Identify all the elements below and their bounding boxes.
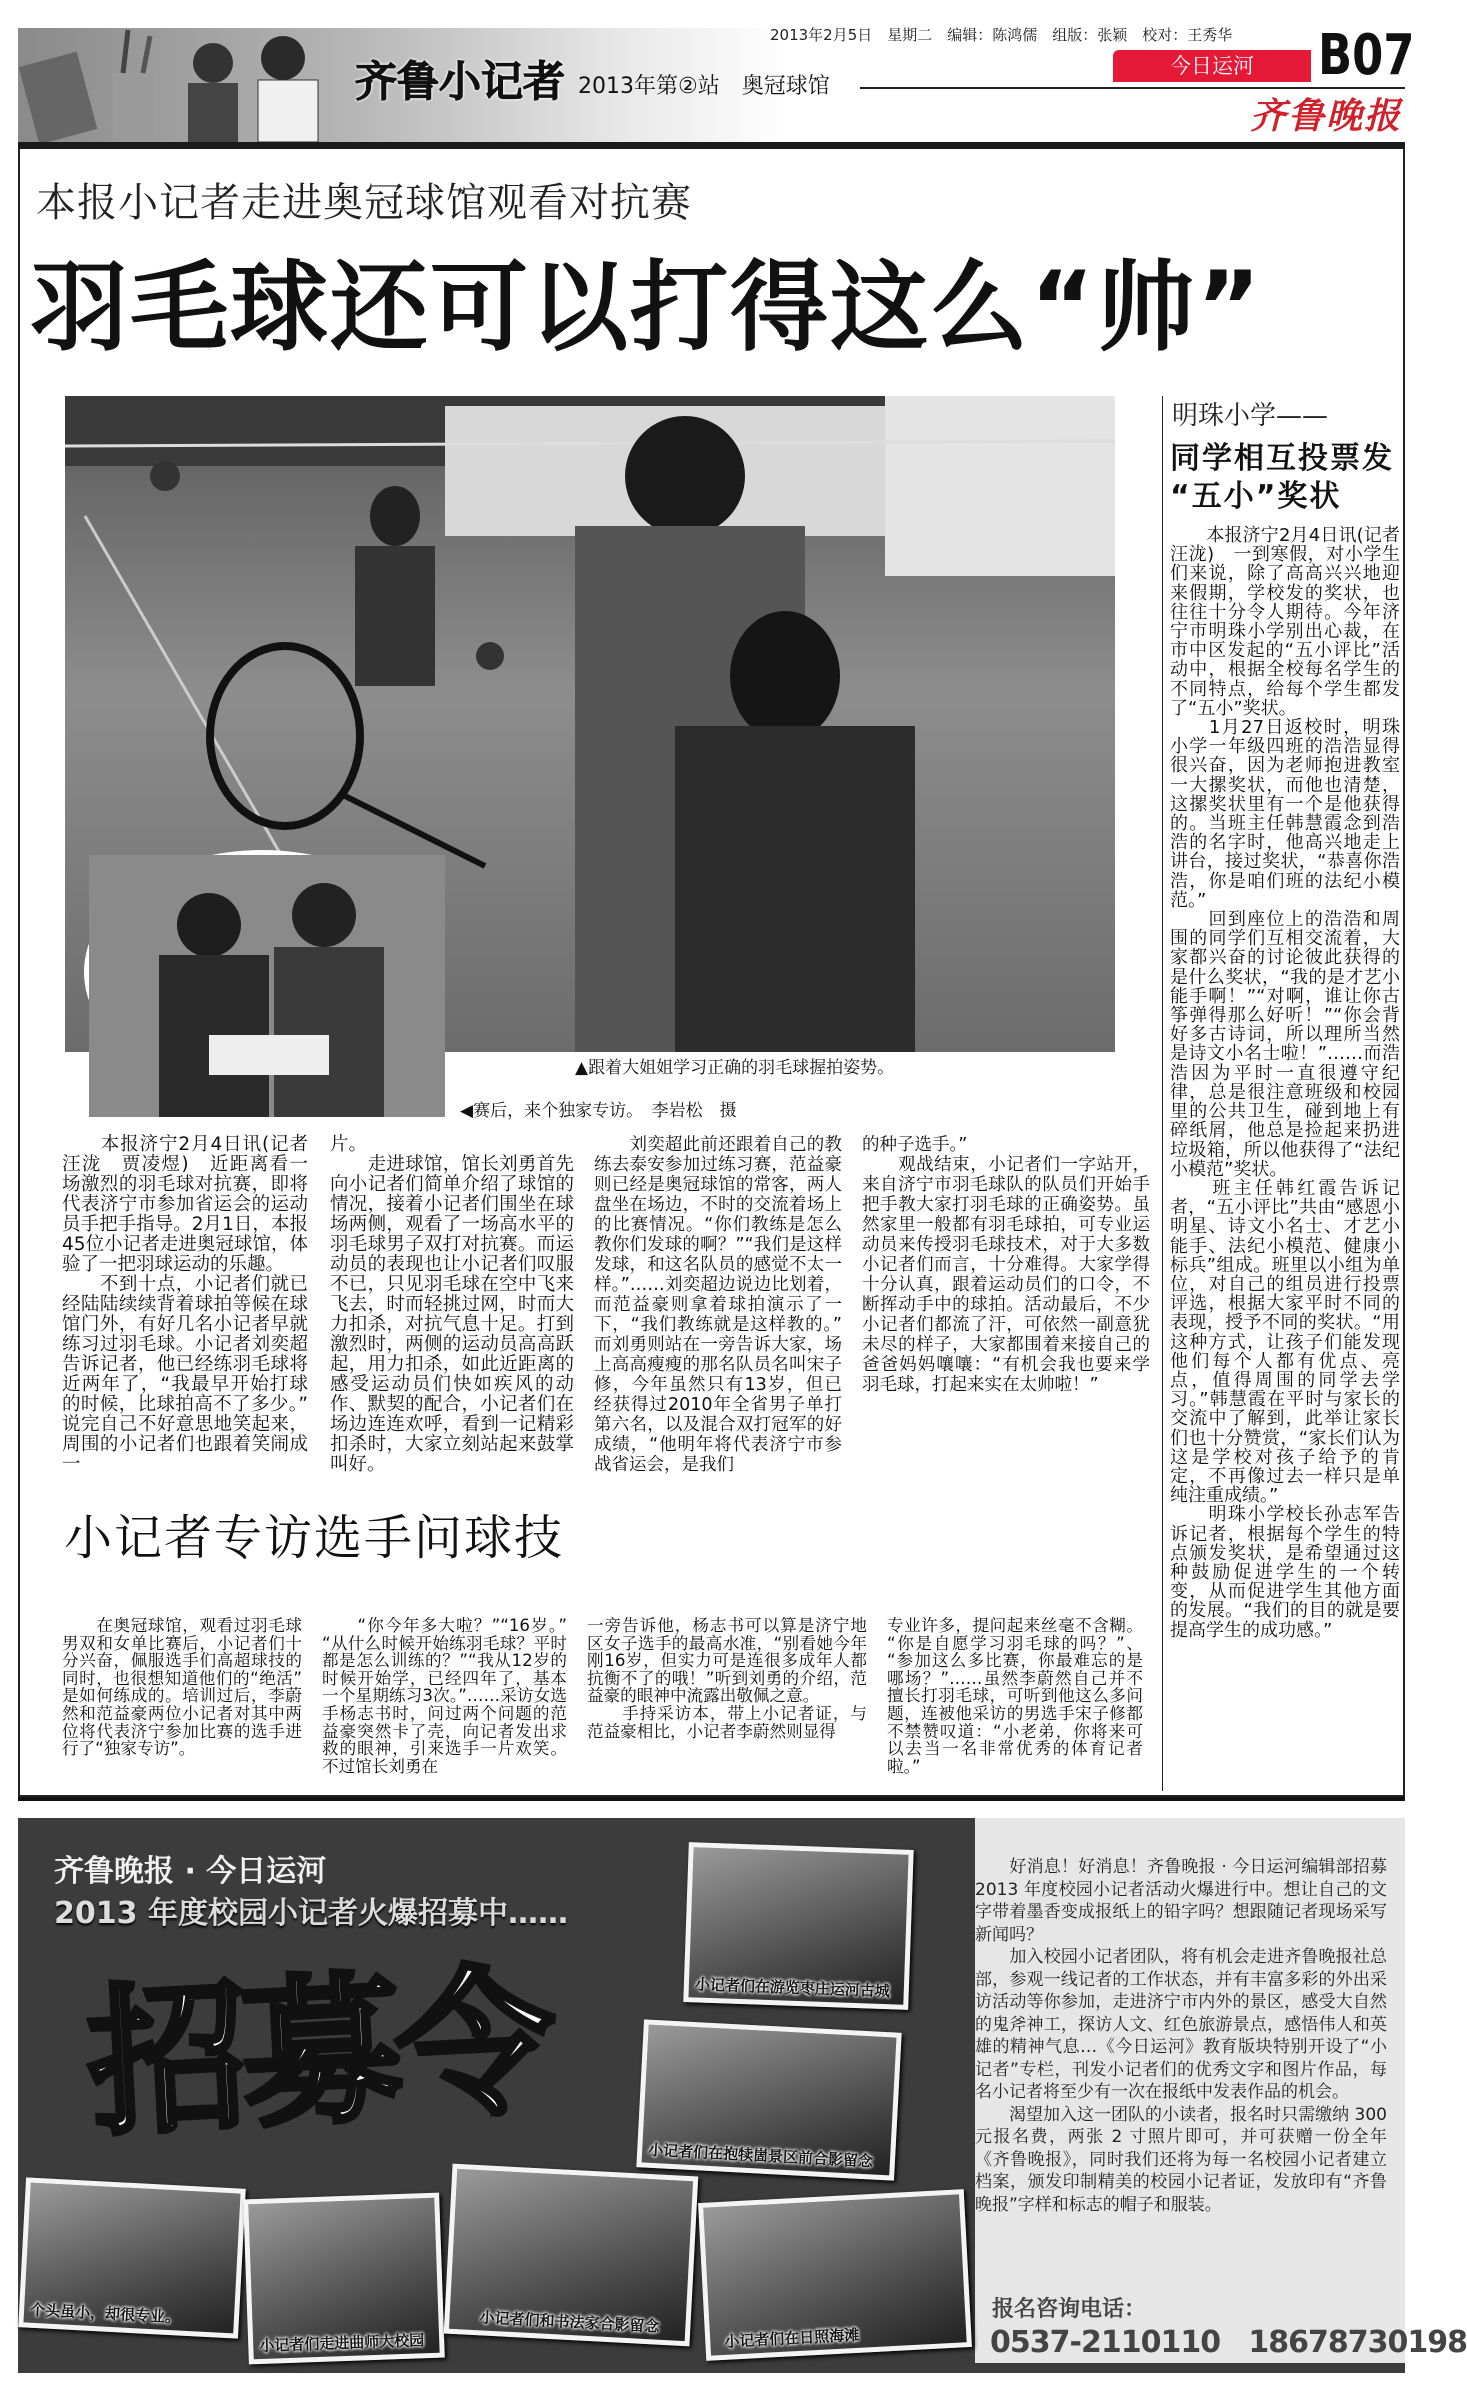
ad-photo-caption: 小记者们在抱犊崮景区前合影留念 <box>647 2140 874 2171</box>
paragraph: 本报济宁2月4日讯(记者 汪泷) 一到寒假，对小学生们来说，除了高高兴兴地迎来假期，学校发的奖状，也往往十分令人期待。今年济宁市明珠小学别出心裁，在市中区发起的“五小评比”活动中，根据全校每名学生的不同特点，给每个学生都发了“五小”奖状。 <box>1170 525 1418 719</box>
ad-phone-numbers <box>990 2325 1467 2361</box>
sidebar-body <box>1170 525 1418 1641</box>
paragraph: 加入校园小记者团队，将有机会走进齐鲁晚报社总部，参观一线记者的工作状态，并有丰富多彩的外出采访活动等你参加，走进济宁市内外的景区，感受大自然的鬼斧神工，探访人文、红色旅游景点，感悟伟人和英雄的精神气息…《今日运河》教育版块特别开设了“小记者”专栏，刊发小记者们的优秀文字和图片作品，每名小记者将至少有一次在报纸中发表作品的机会。 <box>975 1947 1387 2102</box>
section-rule <box>18 1797 1405 1801</box>
article-column-1 <box>62 1134 327 1475</box>
paragraph: 走进球馆，馆长刘勇首先向小记者们简单介绍了球馆的情况，接着小记者们围坐在球场两侧，观看了一场高水平的羽毛球男子双打对抗赛。而运动员的表现也让小记者们叹服不已，只见羽毛球在空中飞来飞去，时而轻挑过网，时而大力扣杀，对抗气息十足。打到激烈时，两侧的运动员高高跃起，用力扣杀，如此近距离的感受运动员们快如疾风的动作、默契的配合，小记者们在场边连连欢呼，看到一记精彩扣杀时，大家立刻站起来鼓掌叫好。 <box>330 1154 574 1475</box>
ad-body <box>975 1856 1387 2216</box>
article-column-4 <box>862 1135 1150 1395</box>
ad-photo <box>683 1842 913 2010</box>
sidebar-headline: 同学相互投票发“五小”奖状 <box>1170 441 1394 514</box>
second-column-3 <box>587 1617 867 1740</box>
ad-graffiti-title: 招募令 <box>83 1947 555 2158</box>
paragraph: 1月27日返校时，明珠小学一年级四班的浩浩显得很兴奋，因为老师抱进教室一大摞奖状，而他也清楚，这摞奖状里有一个是他获得的。当班主任韩慧霞念到浩浩的名字时，他高兴地走上讲台，接过奖状，“恭喜你浩浩，你是咱们班的法纪小模范。” <box>1170 717 1400 911</box>
paragraph: 回到座位上的浩浩和周围的同学们互相交流着，大家都兴奋的讨论彼此获得的是什么奖状，“我的是才艺小能手啊！”“对啊，谁让你古筝弹得那么好听！”“你会背好多古诗词，所以理所当然是诗文小名士啦！”……而浩浩因为平时一直很遵守纪律，总是很注意班级和校园里的公共卫生，碰到地上有碎纸屑，他总是捡起来扔进垃圾箱，所以他获得了“法纪小模范”奖状。 <box>1170 909 1400 1180</box>
section-tab: 今日运河 <box>1113 50 1311 82</box>
article-kicker: 本报小记者走进奥冠球馆观看对抗赛 <box>36 180 692 226</box>
paragraph: 片。 <box>330 1134 368 1155</box>
ad-photo <box>636 2019 901 2180</box>
paragraph: 好消息！好消息！齐鲁晚报 · 今日运河编辑部招募 2013 年度校园小记者活动火爆进行中。想让自己的文字带着墨香变成报纸上的铅字吗？想跟随记者现场采写新闻吗？ <box>975 1857 1387 1945</box>
kids-with-pencils-illustration <box>18 28 1118 142</box>
column-title: 齐鲁小记者 <box>355 57 566 106</box>
ad-brand: 齐鲁晚报 · 今日运河 <box>54 1854 327 1889</box>
newspaper-logo: 齐鲁晚报 <box>1250 95 1403 137</box>
paragraph: 刘奕超此前还跟着自己的教练去泰安参加过练习赛，范益豪则已经是奥冠球馆的常客，两人盘坐在场边，不时的交流着场上的比赛情况。“你们教练是怎么教你们发球的啊？”“我们是这样发球，和这名队员的感觉不太一样。”……刘奕超边说边比划着，而范益豪则拿着球拍演示了一下，“我们教练就是这样教的。”而刘勇则站在一旁告诉大家，场上高高瘦瘦的那名队员名叫宋子修，今年虽然只有13岁，但已经获得过2010年全省男子单打第六名，以及混合双打冠军的好成绩，“他明年将代表济宁市参战省运会，是我们 <box>594 1135 842 1475</box>
masthead-banner-image <box>18 28 1118 142</box>
second-column-4 <box>887 1617 1143 1775</box>
paragraph: 渴望加入这一团队的小读者，报名时只需缴纳 300 元报名费，两张 2 寸照片即可，并可获赠一份全年《齐鲁晚报》，同时我们还将为每一名校园小记者建立档案，颁发印制精美的校园小记者证，发放印有“齐鲁晚报”字样和标志的帽子和服装。 <box>975 2104 1387 2215</box>
paragraph: 一旁告诉他，杨志书可以算是济宁地区女子选手的最高水准，“别看她今年刚16岁，但实力可是连很多成年人都抗衡不了的哦！”听到刘勇的介绍，范益豪的眼神中流露出敬佩之意。 <box>587 1616 867 1706</box>
ad-photo-caption: 小记者们在日照海滩 <box>723 2325 860 2351</box>
ad-photo <box>18 2177 246 2338</box>
article-column-3 <box>594 1135 842 1475</box>
column-subtitle: 2013年第②站 奥冠球馆 <box>578 74 830 99</box>
second-column-2 <box>322 1617 567 1775</box>
paragraph: 明珠小学校长孙志军告诉记者，根据每个学生的特点颁发奖状，是希望通过这种鼓励促进学生的一个转变，从而促进学生其他方面的发展。“我们的目的就是要提高学生的成功感。” <box>1170 1504 1400 1641</box>
paragraph: 手持采访本，带上小记者证，与范益豪相比，小记者李蔚然则显得 <box>587 1703 867 1741</box>
article-column-2 <box>330 1135 574 1475</box>
paragraph: 班主任韩红霞告诉记者，“五小评比”共由“感恩小明星、诗文小名士、才艺小能手、法纪小模范、健康小标兵”组成。班里以小组为单位，对自己的组员进行投票评选，根据大家平时不同的表现，授予不同的奖状。“用这种方式，让孩子们能发现他们每个人都有优点、亮点，值得周围的同学去学习。”韩慧霞在平时与家长的交流中了解到，此举让家长们也十分赞赏，“家长们认为这是学校对孩子给予的肯定，不再像过去一样只是单纯注重成绩。” <box>1170 1177 1400 1507</box>
sidebar-kicker: 明珠小学—— <box>1172 401 1329 431</box>
paragraph: “你今年多大啦？”“16岁。”“从什么时候开始练羽毛球？平时都是怎么训练的？”“我从12岁的时候开始学，已经四年了，基本一个星期练习3次。”……采访女选手杨志书时，问过两个问题的范益豪突然卡了壳，向记者发出求救的眼神，引来选手一片欢笑。不过馆长刘勇在 <box>322 1616 567 1776</box>
ad-photo <box>243 2193 445 2365</box>
ad-title: 2013 年度校园小记者火爆招募中…… <box>54 1896 568 1931</box>
page-number: B07 <box>1318 23 1415 88</box>
header-bar <box>18 142 1405 149</box>
ad-photo-caption: 小记者们在游览枣庄运河古城 <box>694 1975 891 2001</box>
paragraph: 的种子选手。” <box>862 1135 968 1155</box>
ad-photo-caption: 小记者们走进曲师大校园 <box>258 2331 425 2355</box>
ad-photo-caption: 个头虽小，却很专业。 <box>29 2300 181 2327</box>
inset-interview-photo <box>84 850 440 1094</box>
article-headline: 羽毛球还可以打得这么“帅” <box>30 251 1263 365</box>
paragraph: 在奥冠球馆，观看过羽毛球男双和女单比赛后，小记者们十分兴奋，佩服选手们高超球技的同时，也很想知道他们的“绝活”是如何练成的。培训过后，李蔚然和范益豪两位小记者对其中两位将代表济宁参加比赛的选手进行了“独家专访”。 <box>62 1616 302 1759</box>
paragraph: 专业许多，提问起来丝毫不含糊。“你是自愿学习羽毛球的吗？”、“参加这么多比赛，你最难忘的是哪场？”……虽然李蔚然自己并不擅长打羽毛球，可听到他这么多问题，连被他采访的男选手宋子修都不禁赞叹道：“小老弟，你将来可以去当一名非常优秀的体育记者啦。” <box>887 1616 1143 1776</box>
ad-photo <box>444 2164 699 2347</box>
inset-photo-caption: ◀赛后，来个独家专访。 李岩松 摄 <box>460 1101 737 1121</box>
second-article-headline: 小记者专访选手问球技 <box>64 1510 565 1566</box>
phone-number: 0537-2110110 <box>990 2325 1221 2360</box>
ad-photo <box>698 2189 972 2361</box>
interview-photo <box>89 855 445 1117</box>
paragraph: 不到十点，小记者们就已经陆陆续续背着球拍等候在球馆门外，有好几名小记者早就练习过羽毛球。小记者刘奕超告诉记者，他已经练羽毛球将近两年了，“我最早开始打球的时候，比球拍高不了多少。”说完自己不好意思地笑起来，周围的小记者们也跟着笑闹成一 <box>62 1274 308 1475</box>
sidebar-divider <box>1162 396 1163 1791</box>
ad-photo-caption: 小记者们和书法家合影留念 <box>479 2308 660 2336</box>
ad-call-label: 报名咨询电话： <box>992 2297 1147 2322</box>
photo-caption: ▲跟着大姐姐学习正确的羽毛球握拍姿势。 <box>575 1058 895 1078</box>
second-column-1 <box>62 1617 302 1758</box>
paragraph: 本报济宁2月4日讯(记者 汪泷 贾凌煜) 近距离看一场激烈的羽毛球对抗赛，即将代表济宁市参加省运会的运动员手把手指导。2月1日，本报45位小记者走进奥冠球馆，体验了一把羽球运动的乐趣。 <box>62 1134 327 1275</box>
paragraph: 观战结束，小记者们一字站开，来自济宁市羽毛球队的队员们开始手把手教大家打羽毛球的正确姿势。虽然家里一般都有羽毛球拍，可专业运动员来传授羽毛球技术，对于大多数小记者们而言，十分难得。大家学得十分认真，跟着运动员们的口令，不断挥动手中的球拍。活动最后，不少小记者们都流了汗，可依然一副意犹未尽的样子，大家都围着来接自己的爸爸妈妈嚷嚷：“有机会我也要来学羽毛球，打起来实在太帅啦！” <box>862 1155 1150 1395</box>
phone-number: 18678730198 <box>1248 2325 1467 2360</box>
issue-meta: 2013年2月5日 星期二 编辑：陈鸿儒 组版：张颖 校对：王秀华 <box>770 26 1233 44</box>
